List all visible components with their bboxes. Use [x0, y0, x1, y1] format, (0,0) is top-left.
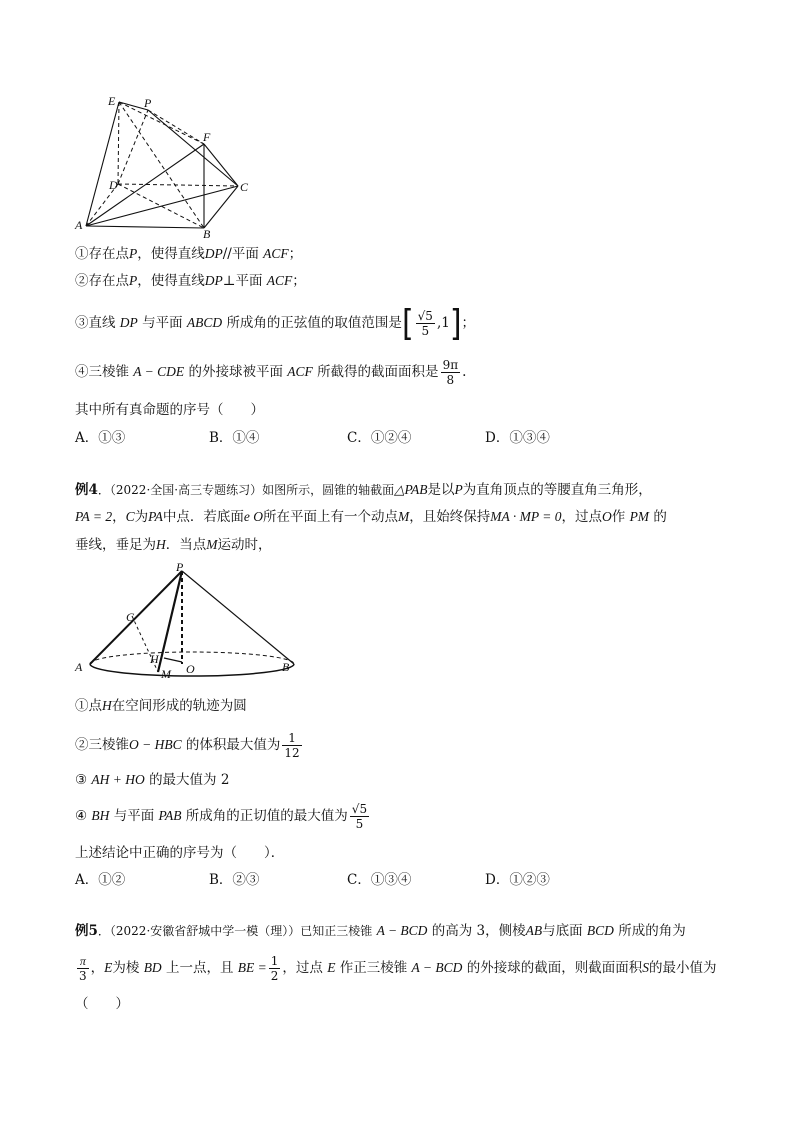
- cone-label-A: A: [75, 660, 83, 674]
- option-a[interactable]: A．①③: [75, 430, 126, 446]
- ex4-option-d[interactable]: D．①②③: [485, 872, 550, 888]
- cone-label-P: P: [176, 562, 184, 574]
- label-P: P: [144, 96, 152, 110]
- label-F: F: [203, 130, 211, 144]
- cone-label-O: O: [186, 662, 195, 676]
- label-E: E: [108, 94, 116, 108]
- figure-cone: [70, 562, 300, 682]
- example-4-line-3: 垂线，垂足为H．当点M运动时，: [75, 537, 272, 553]
- example-4-line-1: 例4．（2022·全国·高三专题练习）如图所示，圆锥的轴截面△PAB是以P为直角顶点的等腰直角三角形，: [75, 482, 652, 498]
- ex4-statement-3: ③ AH + HO 的最大值为 2: [75, 772, 230, 788]
- statement-2: ②存在点P，使得直线DP⊥平面 ACF；: [75, 273, 306, 289]
- example-5-paren: （ ）: [75, 996, 129, 1012]
- option-d[interactable]: D．①③④: [485, 430, 550, 446]
- statement-4: ④三棱锥 A − CDE 的外接球被平面 ACF 所截得的截面面积是 $\frac{9\pi}{8}$ .: [75, 358, 467, 387]
- cone-label-C: C: [126, 610, 135, 624]
- ex4-statement-2: ②三棱锥O − HBC 的体积最大值为 $\frac{1}{12}$: [75, 731, 300, 760]
- cone-label-M: M: [161, 667, 171, 681]
- example-5-line-1: 例5．（2022·安徽省舒城中学一模（理））已知正三棱锥 A − BCD 的高为 3，侧棱AB与底面 BCD 所成的角为: [75, 923, 686, 939]
- ex4-option-b[interactable]: B．②③: [209, 872, 260, 888]
- question-4: 上述结论中正确的序号为（ ）．: [75, 845, 285, 861]
- option-b[interactable]: B．①④: [209, 430, 260, 446]
- label-D: D: [109, 178, 118, 192]
- label-C: C: [240, 180, 249, 194]
- ex4-option-c[interactable]: C．①③④: [347, 872, 412, 888]
- example-5-line-2: $\frac{\pi}{3}$ ，E为棱 BD 上一点，且 BE = $\frac{1}{2}$ ，过点 E 作正三棱锥 A − BCD 的外接球的截面，则截面面积S的最小值为: [79, 954, 717, 983]
- label-B: B: [203, 227, 211, 240]
- ex4-statement-4: ④ BH 与平面 PAB 所成角的正切值的最大值为 $\frac{√5}{5}$: [75, 802, 368, 831]
- ex4-option-a[interactable]: A．①②: [75, 872, 126, 888]
- question-3: 其中所有真命题的序号（ ）: [75, 402, 264, 418]
- figure-pyramid: [70, 92, 260, 240]
- statement-1: ①存在点P，使得直线DP//平面 ACF；: [75, 246, 303, 262]
- cone-label-B: B: [282, 660, 290, 674]
- label-A: A: [75, 218, 83, 232]
- statement-3: ③直线 DP 与平面 ABCD 所成角的正弦值的取值范围是[ $\frac{√5}{5}$ ,1]；: [75, 301, 476, 344]
- ex4-statement-1: ①点H在空间形成的轨迹为圆: [75, 698, 247, 714]
- cone-label-H: H: [150, 652, 159, 666]
- option-c[interactable]: C．①②④: [347, 430, 412, 446]
- example-4-line-2: PA = 2，C为PA中点．若底面e O所在平面上有一个动点M，且始终保持MA · MP = 0，过点O作 PM 的: [75, 509, 667, 525]
